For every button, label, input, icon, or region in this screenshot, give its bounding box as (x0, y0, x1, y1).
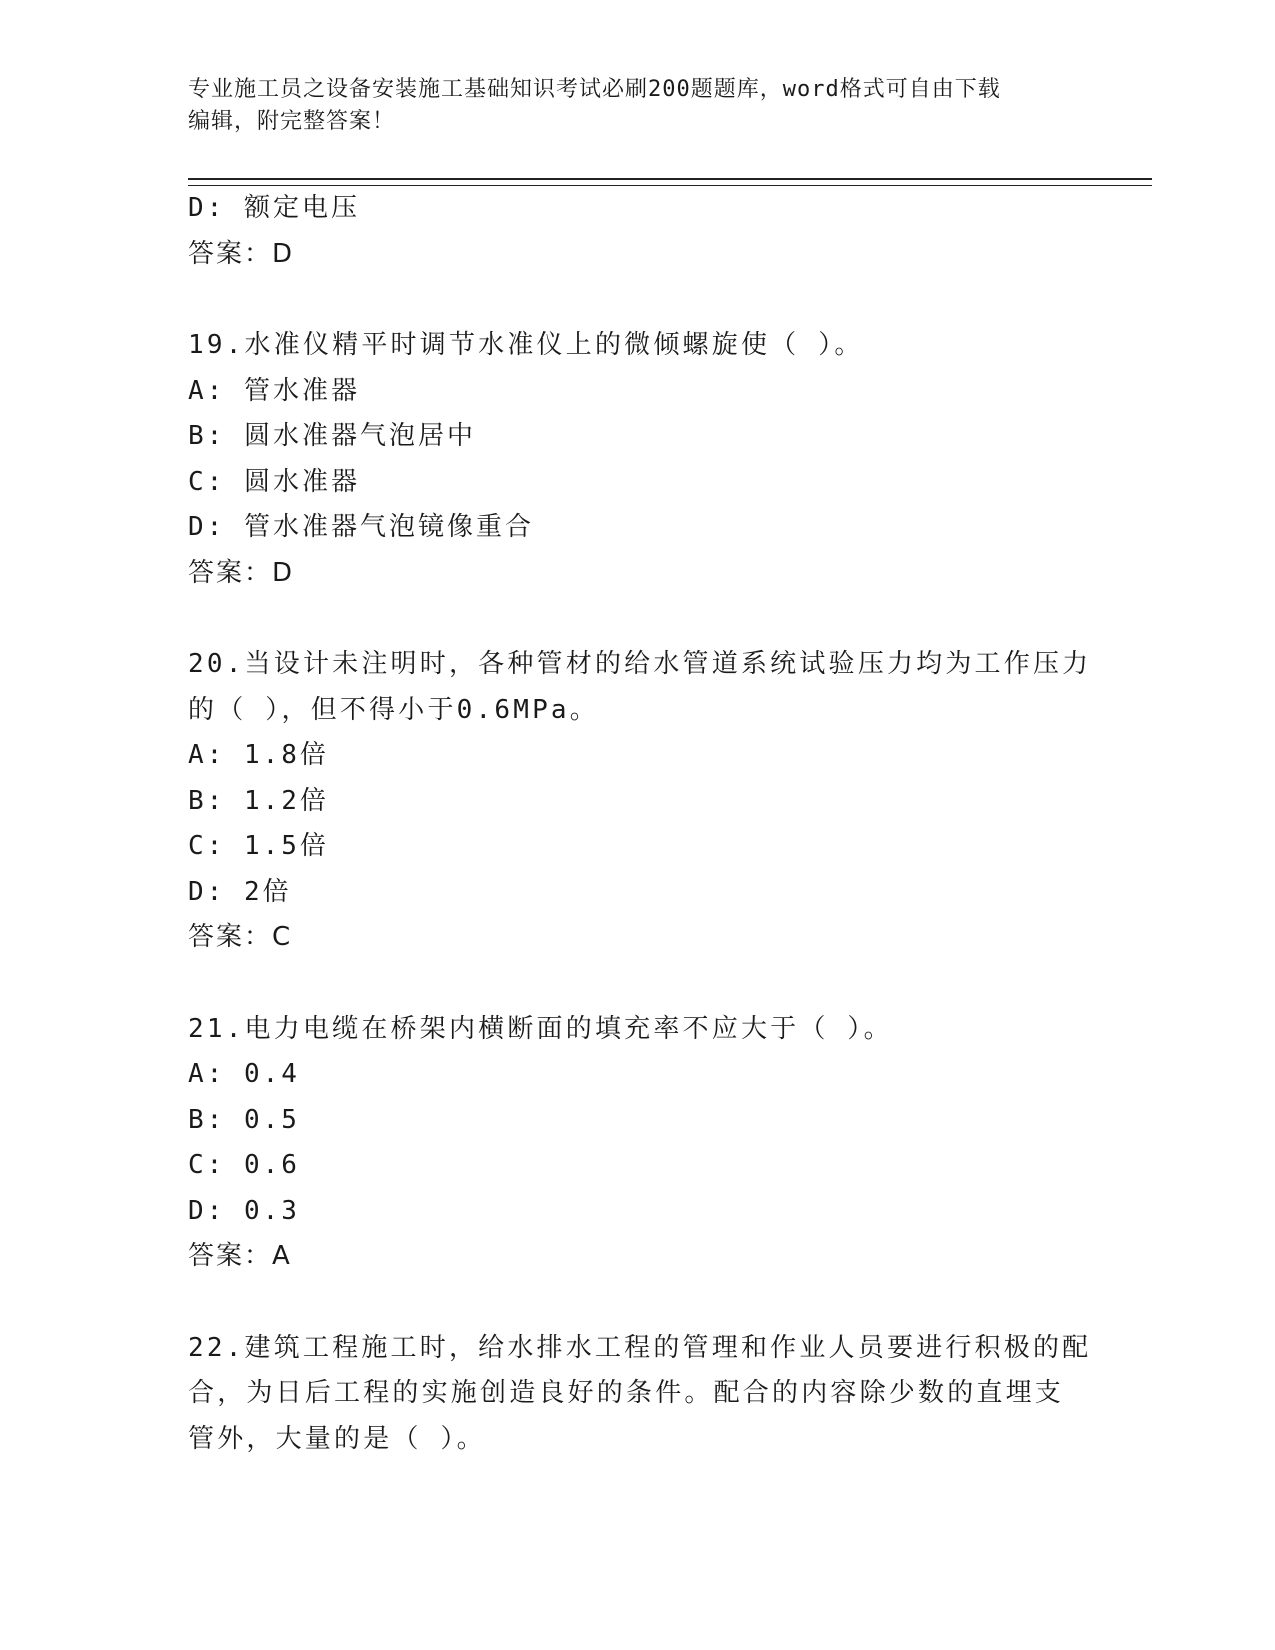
question-18-tail (188, 186, 1088, 277)
header-divider (188, 178, 1152, 186)
page-header (188, 74, 1088, 138)
option-d: D: 0.3 (188, 1195, 300, 1226)
document-body (188, 186, 1092, 1462)
question-22 (188, 1326, 1092, 1463)
answer-line: 答案：A (188, 1241, 292, 1271)
question-text: 20.当设计未注明时，各种管材的给水管道系统试验压力均为工作压力 (188, 649, 1092, 679)
answer-line: 答案：D (188, 238, 295, 269)
header-line-1: 专业施工员之设备安装施工基础知识考试必刷200题题库，word格式可自由下载 (188, 77, 1001, 102)
option-c: C: 0.6 (188, 1150, 300, 1180)
option-line: D: 额定电压 (188, 193, 360, 223)
option-b: B: 0.5 (188, 1104, 300, 1135)
option-d: D: 2倍 (188, 876, 292, 907)
question-text: 的（ ），但不得小于0.6MPa。 (188, 694, 599, 725)
option-a: A: 管水准器 (188, 375, 360, 406)
answer-line: 答案：D (188, 557, 295, 588)
option-a: A: 0.4 (188, 1059, 300, 1089)
option-d: D: 管水准器气泡镜像重合 (188, 512, 534, 542)
option-c: C: 圆水准器 (188, 466, 360, 497)
option-a: A: 1.8倍 (188, 740, 329, 770)
question-19 (188, 323, 1088, 596)
option-b: B: 圆水准器气泡居中 (188, 421, 476, 451)
option-b: B: 1.2倍 (188, 785, 329, 816)
option-c: C: 1.5倍 (188, 831, 329, 861)
question-text: 19.水准仪精平时调节水准仪上的微倾螺旋使（ ）。 (188, 330, 864, 360)
question-text: 管外，大量的是（ ）。 (188, 1423, 486, 1454)
question-text: 21.电力电缆在桥架内横断面的填充率不应大于（ ）。 (188, 1013, 893, 1044)
header-line-2: 编辑，附完整答案！ (188, 109, 396, 134)
answer-line: 答案：C (188, 922, 293, 952)
question-20 (188, 642, 1092, 961)
question-text: 22.建筑工程施工时，给水排水工程的管理和作业人员要进行积极的配 (188, 1332, 1092, 1363)
question-21 (188, 1007, 1088, 1280)
question-text: 合，为日后工程的实施创造良好的条件。配合的内容除少数的直埋支 (188, 1378, 1065, 1408)
